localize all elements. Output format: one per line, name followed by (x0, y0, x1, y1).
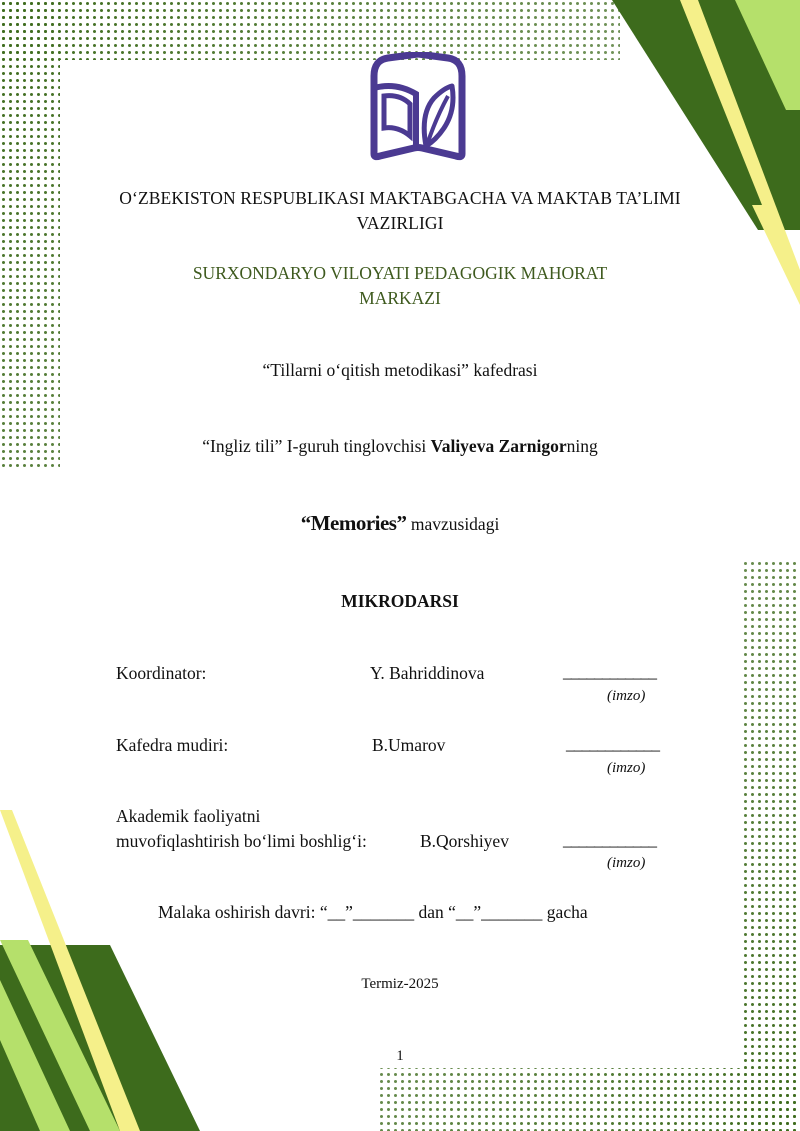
signature-line: ____________ (563, 661, 656, 681)
student-suffix: ning (566, 436, 598, 456)
training-period: Malaka oshirish davri: “__”_______ dan “__”_______ gacha (158, 902, 588, 922)
page-number: 1 (396, 1048, 404, 1064)
center-name (0, 261, 800, 311)
center-line-2: MARKAZI (359, 288, 441, 308)
city-year: Termiz-2025 (361, 976, 439, 992)
signatory-name-academic: B.Qorshiyev (420, 831, 509, 851)
signatory-name-coordinator: Y. Bahriddinova (370, 663, 485, 683)
signature-caption: (imzo) (607, 688, 646, 704)
signatory-role-head: Kafedra mudiri: (116, 735, 229, 755)
stripes-bottom-left (0, 810, 200, 1131)
ministry-name (0, 186, 800, 236)
student-line (0, 436, 800, 457)
signatory-role-line-2: muvofiqlashtirish bo‘limi boshlig‘i: (116, 831, 367, 851)
signature-caption: (imzo) (607, 855, 646, 871)
signatory-role-coordinator: Koordinator: (116, 663, 207, 683)
student-prefix: “Ingliz tili” I-guruh tinglovchisi (202, 436, 431, 456)
signature-line: ____________ (566, 733, 659, 753)
signatory-role-line-1: Akademik faoliyatni (116, 806, 261, 826)
topic-title: “Memories” (300, 511, 407, 535)
signature-line: ____________ (563, 829, 656, 849)
student-name: Valiyeva Zarnigor (430, 436, 567, 456)
ministry-line-2: VAZIRLIGI (356, 213, 444, 233)
department-name: “Tillarni o‘qitish metodikasi” kafedrasi (262, 360, 538, 380)
book-leaf-icon (370, 52, 466, 162)
signature-caption: (imzo) (607, 760, 646, 776)
logo (370, 52, 466, 162)
ministry-line-1: O‘ZBEKISTON RESPUBLIKASI MAKTABGACHA VA MAKTAB TA’LIMI (119, 188, 681, 208)
topic-line (0, 511, 800, 536)
document-type: MIKRODARSI (341, 591, 459, 611)
topic-suffix: mavzusidagi (406, 514, 500, 534)
signatory-name-head: B.Umarov (372, 735, 446, 755)
stripes-top-right (612, 0, 800, 305)
center-line-1: SURXONDARYO VILOYATI PEDAGOGIK MAHORAT (192, 263, 608, 283)
